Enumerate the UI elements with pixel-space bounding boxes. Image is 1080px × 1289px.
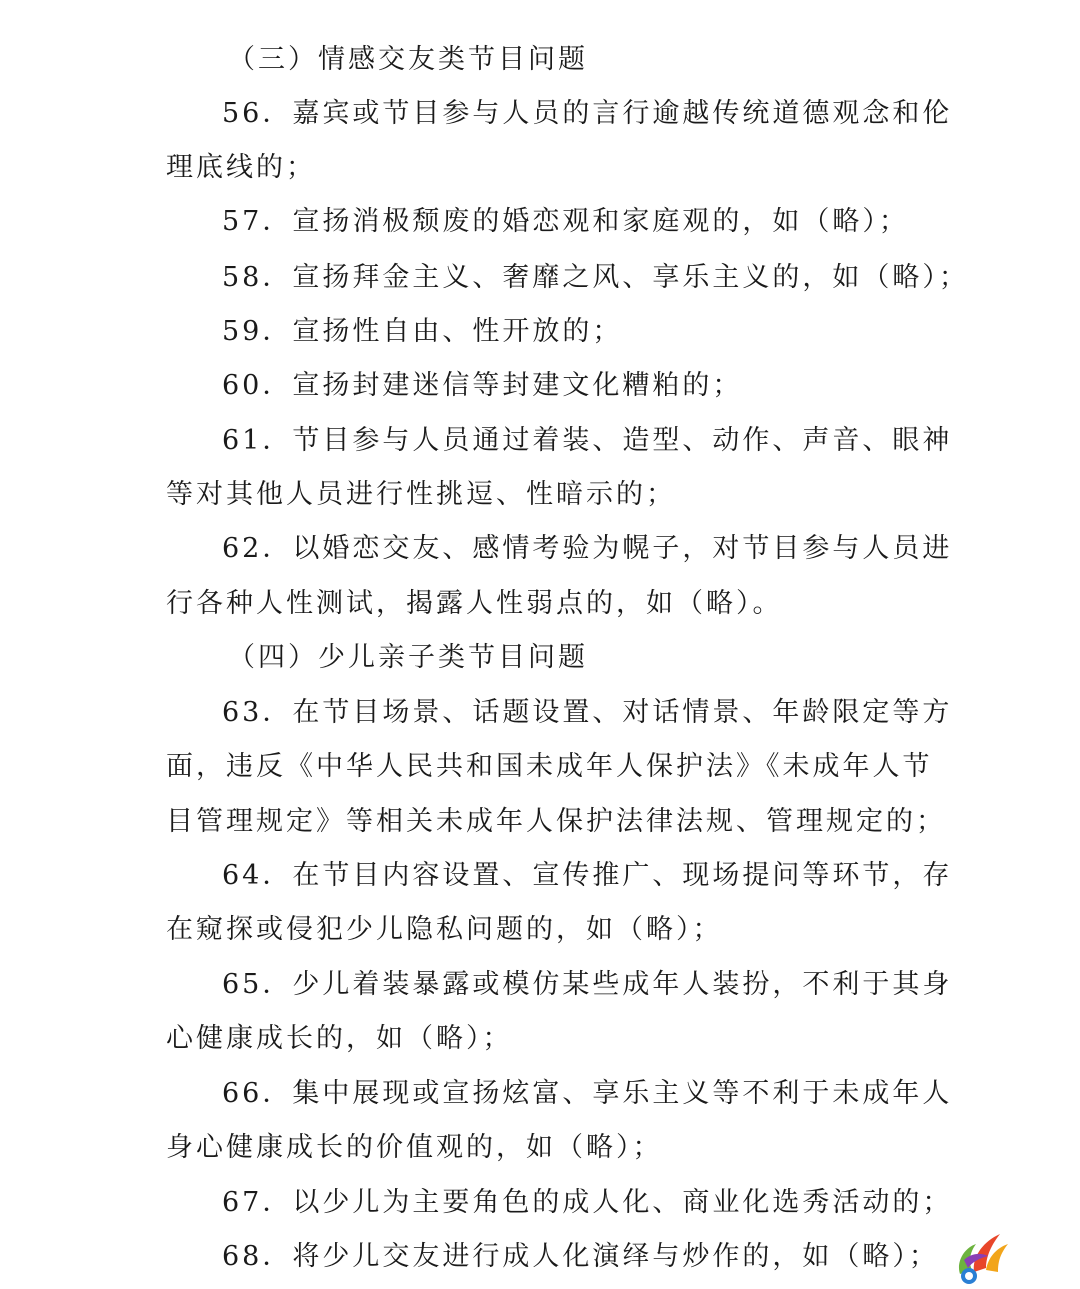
item-59: 59．宣扬性自由、性开放的； bbox=[222, 316, 623, 347]
item-61: 61．节目参与人员通过着装、造型、动作、声音、眼神 bbox=[222, 425, 953, 456]
item-66: 66．集中展现或宣扬炫富、享乐主义等不利于未成年人 bbox=[222, 1078, 953, 1109]
item-68: 68．将少儿交友进行成人化演绎与炒作的，如（略）； bbox=[222, 1241, 939, 1272]
flame-swirl-logo-icon bbox=[952, 1230, 1010, 1286]
item-56-continued: 理底线的； bbox=[166, 152, 316, 183]
item-66-continued: 身心健康成长的价值观的，如（略）； bbox=[166, 1132, 663, 1163]
item-65: 65．少儿着装暴露或模仿某些成年人装扮，不利于其身 bbox=[222, 969, 953, 1000]
section-heading-3: （三）情感交友类节目问题 bbox=[228, 44, 588, 75]
item-67: 67．以少儿为主要角色的成人化、商业化选秀活动的； bbox=[222, 1187, 953, 1218]
item-58: 58．宣扬拜金主义、奢靡之风、享乐主义的，如（略）； bbox=[222, 262, 969, 293]
item-60: 60．宣扬封建迷信等封建文化糟粕的； bbox=[222, 370, 743, 401]
item-65-continued: 心健康成长的，如（略）； bbox=[166, 1023, 513, 1054]
item-64: 64．在节目内容设置、宣传推广、现场提问等环节，存 bbox=[222, 860, 953, 891]
item-62-continued: 行各种人性测试，揭露人性弱点的，如（略）。 bbox=[166, 588, 783, 619]
item-62: 62．以婚恋交友、感情考验为幌子，对节目参与人员进 bbox=[222, 533, 953, 564]
section-heading-4: （四）少儿亲子类节目问题 bbox=[228, 642, 588, 673]
item-63: 63．在节目场景、话题设置、对话情景、年龄限定等方 bbox=[222, 697, 953, 728]
item-63-continued-1: 面，违反《中华人民共和国未成年人保护法》《未成年人节 bbox=[166, 751, 933, 782]
item-61-continued: 等对其他人员进行性挑逗、性暗示的； bbox=[166, 479, 676, 510]
item-64-continued: 在窥探或侵犯少儿隐私问题的，如（略）； bbox=[166, 914, 723, 945]
item-63-continued-2: 目管理规定》等相关未成年人保护法律法规、管理规定的； bbox=[166, 806, 946, 837]
item-56: 56．嘉宾或节目参与人员的言行逾越传统道德观念和伦 bbox=[222, 98, 953, 129]
item-57: 57．宣扬消极颓废的婚恋观和家庭观的，如（略）； bbox=[222, 206, 909, 237]
